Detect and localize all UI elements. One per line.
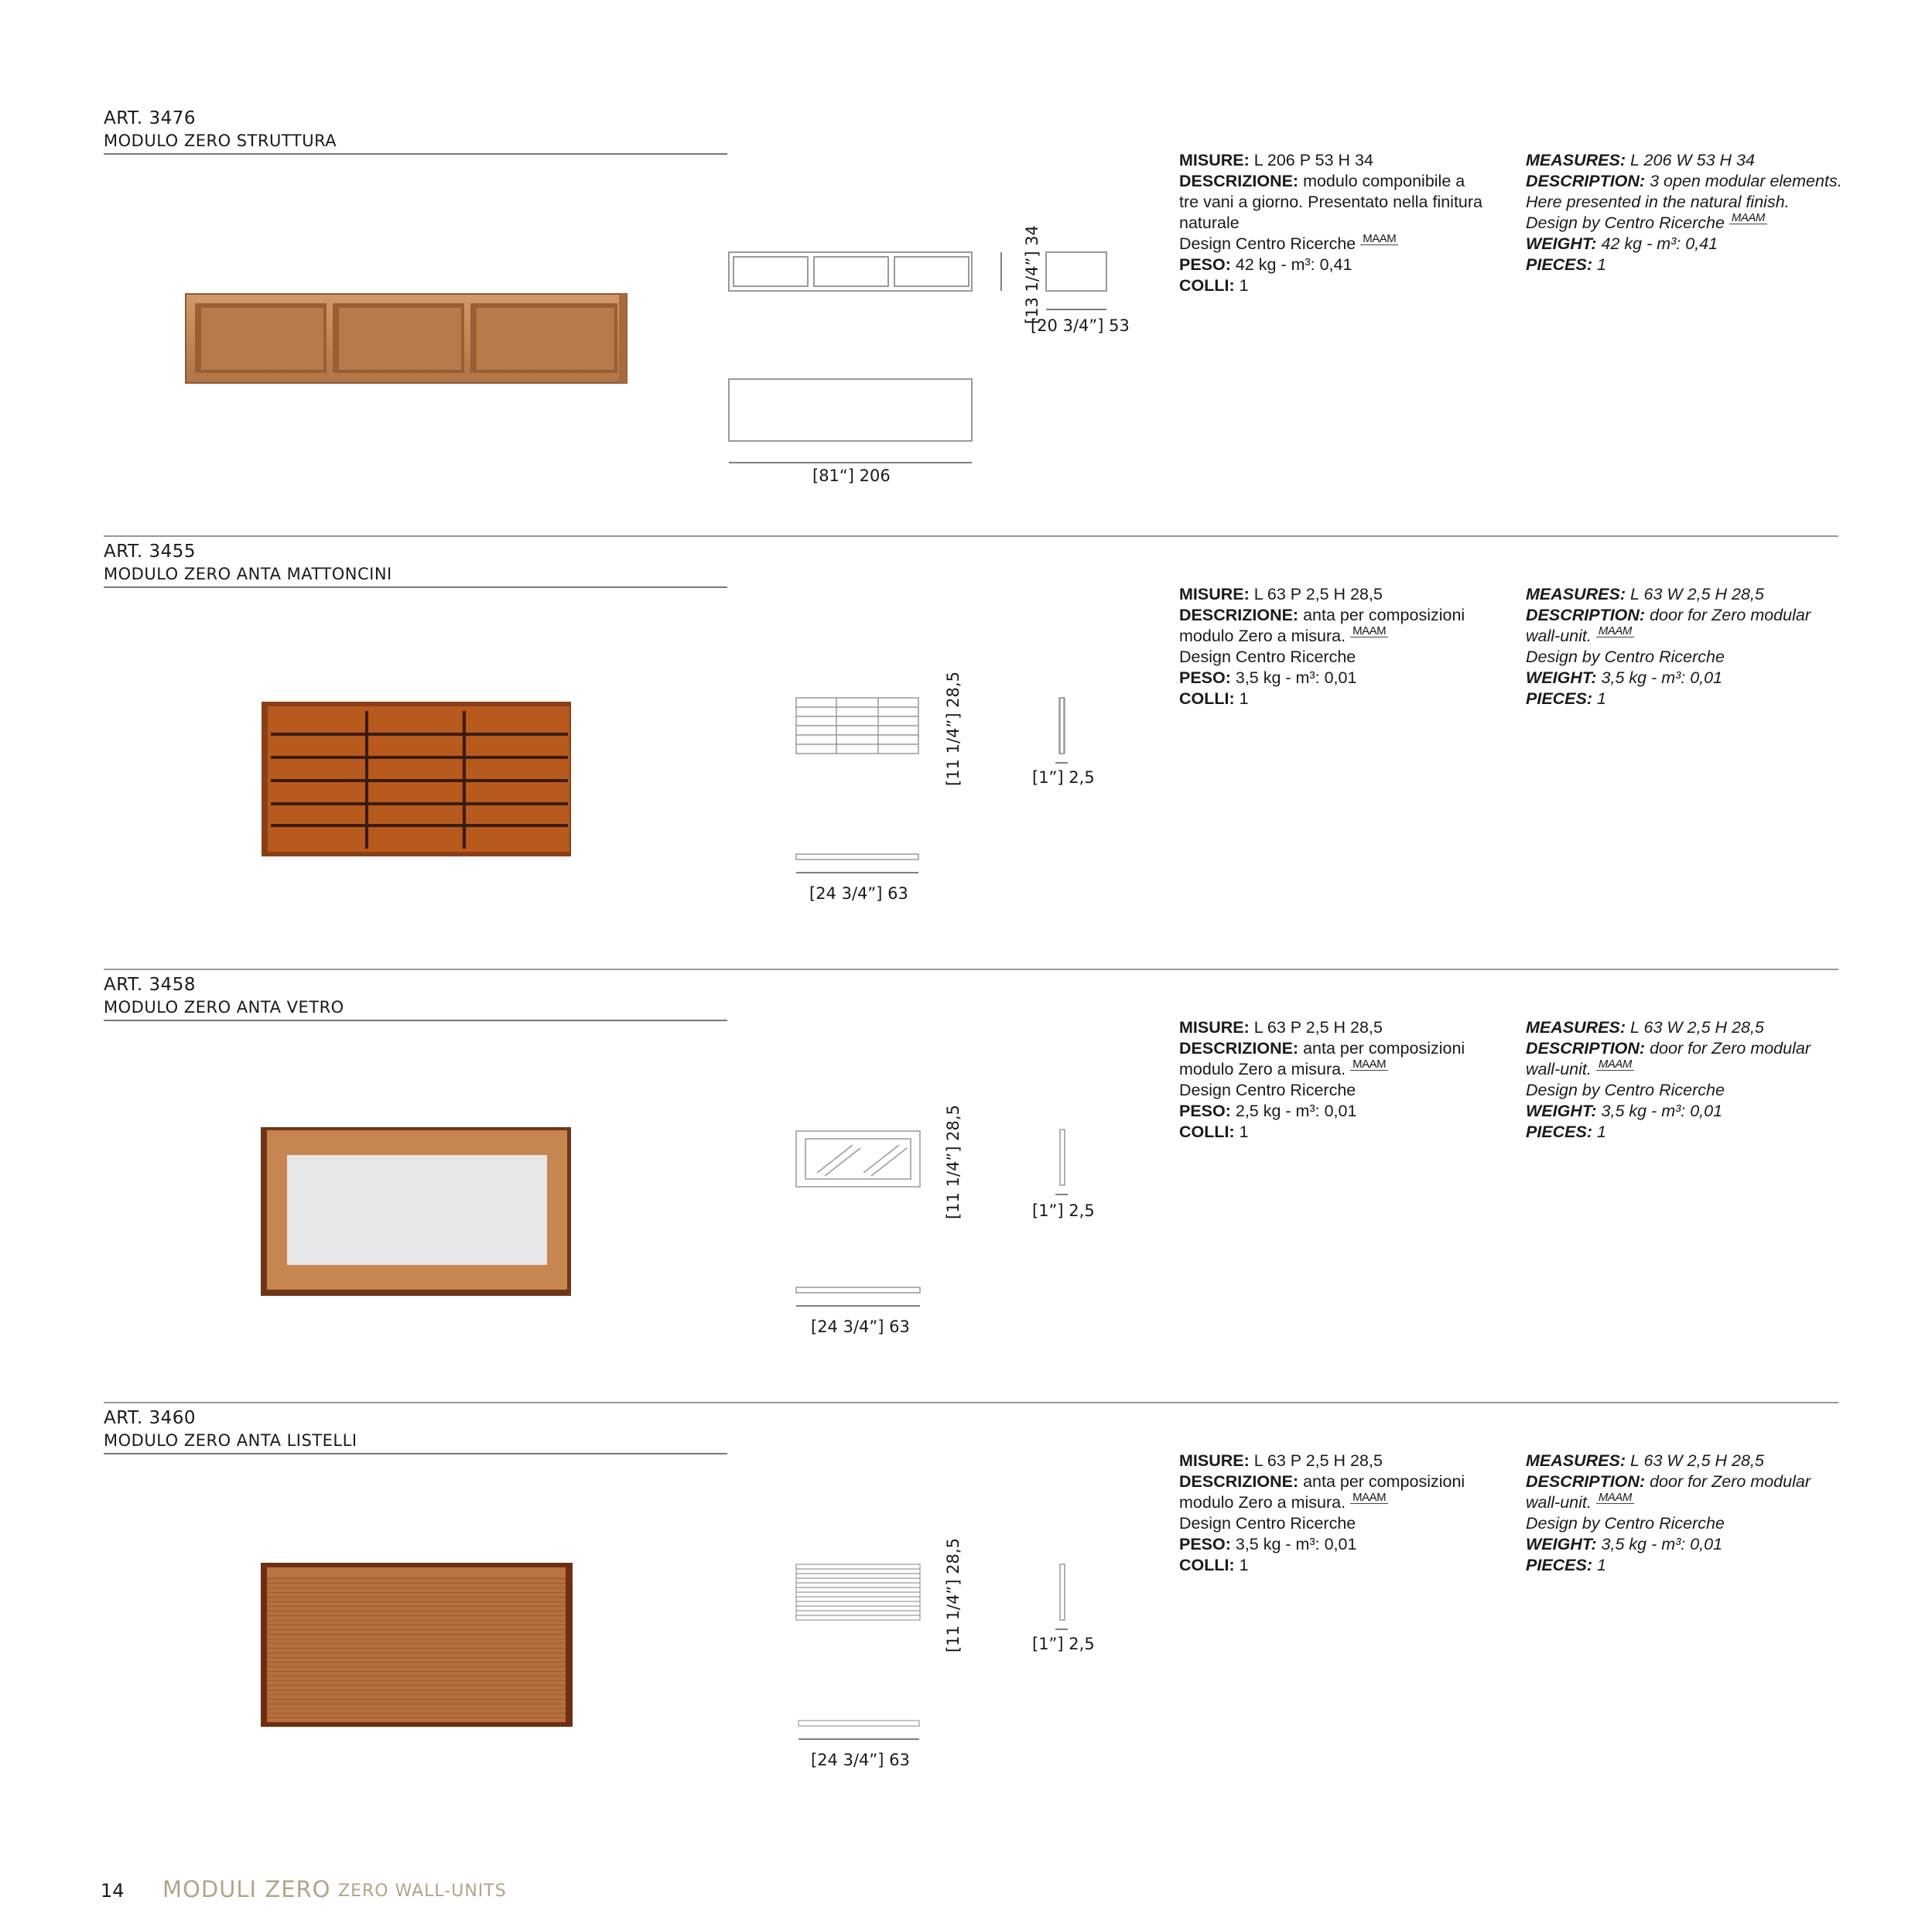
spec-line	[1526, 1017, 1811, 1038]
spec-label: DESCRIZIONE:	[1179, 172, 1299, 190]
spec-value: modulo Zero a misura.	[1179, 1493, 1346, 1512]
product-image-brick-door	[260, 700, 573, 859]
spec-line	[1526, 1101, 1811, 1122]
spec-value: L 206 W 53 H 34	[1626, 151, 1755, 169]
spec-value: 1	[1592, 689, 1606, 708]
product-image-slat-door	[259, 1561, 574, 1728]
spec-english	[1526, 150, 1842, 275]
spec-value: naturale	[1179, 214, 1240, 232]
maam-logo: MAAM	[1729, 213, 1767, 224]
spec-label: DESCRIPTION:	[1526, 606, 1646, 624]
spec-value: Design by Centro Ricerche	[1526, 648, 1725, 666]
spec-value: Design by Centro Ricerche	[1526, 1081, 1725, 1099]
spec-value: modulo Zero a misura.	[1179, 627, 1346, 645]
spec-value: 1	[1592, 255, 1606, 274]
maam-logo: MAAM	[1596, 626, 1634, 637]
spec-value: door for Zero modular	[1645, 1472, 1811, 1491]
side-profile-drawing	[1054, 698, 1069, 771]
spec-line	[1179, 689, 1465, 709]
spec-value: modulo Zero a misura.	[1179, 1060, 1346, 1078]
spec-italian	[1179, 1017, 1465, 1143]
spec-line	[1179, 1059, 1465, 1080]
spec-line	[1179, 213, 1482, 234]
spec-line	[1179, 1017, 1465, 1038]
maam-logo: MAAM	[1350, 1492, 1388, 1504]
spec-line	[1526, 626, 1811, 647]
spec-value: Design Centro Ricerche	[1179, 1081, 1356, 1099]
dimension-width: [24 3/4”] 63	[811, 1751, 910, 1769]
spec-line	[1179, 1492, 1465, 1513]
spec-value: L 63 W 2,5 H 28,5	[1626, 585, 1764, 603]
technical-drawing	[727, 232, 1161, 487]
spec-label: MEASURES:	[1526, 151, 1626, 169]
spec-label: DESCRIZIONE:	[1179, 606, 1299, 624]
dimension-width: [24 3/4”] 63	[809, 884, 908, 903]
side-profile-drawing	[1054, 1130, 1069, 1203]
spec-value: 2,5 kg - m³: 0,01	[1230, 1102, 1357, 1120]
dimension-depth: [20 3/4”] 53	[1031, 316, 1130, 335]
dimension-height: [13 1/4”] 34	[1023, 225, 1041, 324]
spec-value: L 63 P 2,5 H 28,5	[1249, 585, 1383, 603]
spec-line	[1526, 213, 1842, 234]
spec-value: Design by Centro Ricerche	[1526, 1514, 1725, 1533]
page-number: 14	[101, 1880, 125, 1902]
spec-value: 42 kg - m³: 0,41	[1596, 234, 1718, 253]
spec-line	[1526, 584, 1811, 605]
spec-value: 1	[1592, 1556, 1606, 1574]
spec-line	[1179, 605, 1465, 626]
spec-label: COLLI:	[1179, 276, 1235, 295]
spec-label: PIECES:	[1526, 1556, 1593, 1574]
product-image-open-shelf	[178, 286, 634, 395]
spec-label: WEIGHT:	[1526, 234, 1597, 253]
spec-label: COLLI:	[1179, 1123, 1235, 1141]
spec-value: 3,5 kg - m³: 0,01	[1230, 668, 1357, 687]
maam-logo: MAAM	[1350, 1059, 1388, 1071]
spec-line	[1179, 1513, 1465, 1534]
spec-line	[1526, 689, 1811, 709]
spec-value: 42 kg - m³: 0,41	[1230, 255, 1352, 274]
spec-value: modulo componibile a	[1298, 172, 1465, 190]
dimension-depth: [1”] 2,5	[1032, 1635, 1095, 1653]
spec-label: MISURE:	[1179, 1018, 1250, 1037]
spec-label: COLLI:	[1179, 689, 1235, 708]
spec-line	[1179, 1534, 1465, 1555]
spec-value: L 63 P 2,5 H 28,5	[1249, 1018, 1383, 1037]
spec-line	[1526, 1471, 1811, 1492]
spec-english	[1526, 584, 1811, 709]
dimension-height: [11 1/4”] 28,5	[944, 1538, 963, 1652]
spec-line	[1179, 1451, 1465, 1471]
spec-line	[1179, 626, 1465, 647]
spec-label: PESO:	[1179, 255, 1231, 274]
spec-value: 3,5 kg - m³: 0,01	[1596, 1535, 1723, 1553]
spec-label: MEASURES:	[1526, 585, 1626, 603]
spec-line	[1179, 150, 1482, 171]
spec-line	[1526, 1492, 1811, 1513]
spec-line	[1526, 605, 1811, 626]
spec-value: Design Centro Ricerche	[1179, 1514, 1356, 1533]
spec-label: DESCRIZIONE:	[1179, 1472, 1299, 1491]
spec-line	[1526, 1122, 1811, 1143]
spec-value: Design Centro Ricerche	[1179, 234, 1356, 253]
title-divider	[104, 586, 727, 588]
spec-italian	[1179, 584, 1465, 709]
spec-line	[1526, 234, 1842, 255]
spec-line	[1526, 1080, 1811, 1101]
spec-line	[1179, 1101, 1465, 1122]
spec-label: PESO:	[1179, 668, 1231, 687]
spec-label: DESCRIPTION:	[1526, 1039, 1646, 1058]
spec-line	[1526, 1513, 1811, 1534]
spec-line	[1526, 192, 1842, 213]
section-divider	[104, 1402, 1838, 1403]
article-code: ART. 3476	[104, 108, 197, 128]
spec-value: door for Zero modular	[1645, 606, 1811, 624]
maam-logo: MAAM	[1596, 1059, 1634, 1071]
footer-subtitle: ZERO WALL-UNITS	[338, 1881, 507, 1901]
spec-value: 1	[1234, 689, 1249, 708]
spec-line	[1179, 171, 1482, 192]
article-name: MODULO ZERO STRUTTURA	[104, 132, 337, 150]
dimension-height: [11 1/4”] 28,5	[944, 672, 963, 786]
spec-line	[1179, 1555, 1465, 1576]
spec-label: PIECES:	[1526, 689, 1593, 708]
maam-logo: MAAM	[1360, 234, 1398, 245]
dimension-depth: [1”] 2,5	[1032, 1201, 1095, 1220]
spec-value: wall-unit.	[1526, 1493, 1592, 1512]
spec-value: Here presented in the natural finish.	[1526, 193, 1790, 211]
spec-value: anta per composizioni	[1298, 606, 1465, 624]
spec-line	[1179, 192, 1482, 213]
article-code: ART. 3455	[104, 542, 197, 562]
spec-line	[1179, 255, 1482, 275]
spec-label: MISURE:	[1179, 585, 1250, 603]
product-image-glass-door	[259, 1126, 573, 1297]
footer-title: MODULI ZERO	[162, 1876, 331, 1902]
spec-value: 1	[1592, 1123, 1606, 1141]
spec-value: L 206 P 53 H 34	[1249, 151, 1373, 169]
spec-label: MISURE:	[1179, 151, 1250, 169]
spec-value: 1	[1234, 276, 1249, 295]
spec-line	[1179, 234, 1482, 255]
spec-value: door for Zero modular	[1645, 1039, 1811, 1058]
spec-line	[1179, 1038, 1465, 1059]
spec-label: MEASURES:	[1526, 1018, 1626, 1037]
spec-line	[1526, 150, 1842, 171]
spec-value: L 63 W 2,5 H 28,5	[1626, 1451, 1764, 1470]
spec-line	[1179, 668, 1465, 689]
spec-line	[1526, 1038, 1811, 1059]
spec-value: anta per composizioni	[1298, 1039, 1465, 1058]
spec-label: PIECES:	[1526, 1123, 1593, 1141]
title-divider	[104, 1453, 727, 1454]
spec-label: WEIGHT:	[1526, 1102, 1597, 1120]
spec-value: 3,5 kg - m³: 0,01	[1596, 668, 1723, 687]
article-name: MODULO ZERO ANTA MATTONCINI	[104, 565, 392, 583]
spec-value: L 63 W 2,5 H 28,5	[1626, 1018, 1764, 1037]
spec-value: 3,5 kg - m³: 0,01	[1230, 1535, 1357, 1553]
spec-line	[1179, 647, 1465, 668]
maam-logo: MAAM	[1350, 626, 1388, 637]
spec-italian	[1179, 150, 1482, 296]
dimension-width: [24 3/4”] 63	[811, 1318, 910, 1336]
technical-drawing	[789, 1555, 1021, 1756]
article-code: ART. 3458	[104, 975, 197, 995]
section-divider	[104, 969, 1838, 970]
spec-label: MEASURES:	[1526, 1451, 1626, 1470]
spec-line	[1526, 668, 1811, 689]
side-profile-drawing	[1054, 1564, 1069, 1638]
spec-line	[1526, 1451, 1811, 1471]
spec-line	[1526, 255, 1842, 275]
title-divider	[104, 1020, 727, 1021]
spec-label: PESO:	[1179, 1535, 1231, 1553]
spec-label: PESO:	[1179, 1102, 1231, 1120]
spec-line	[1526, 647, 1811, 668]
spec-line	[1179, 1471, 1465, 1492]
maam-logo: MAAM	[1596, 1492, 1634, 1504]
spec-value: tre vani a giorno. Presentato nella finitura	[1179, 193, 1483, 211]
article-code: ART. 3460	[104, 1408, 197, 1428]
spec-english	[1526, 1017, 1811, 1143]
spec-english	[1526, 1451, 1811, 1576]
spec-value: Design by Centro Ricerche	[1526, 214, 1725, 232]
spec-value: L 63 P 2,5 H 28,5	[1249, 1451, 1383, 1470]
spec-value: 3,5 kg - m³: 0,01	[1596, 1102, 1723, 1120]
spec-label: WEIGHT:	[1526, 668, 1597, 687]
spec-line	[1526, 1534, 1811, 1555]
spec-label: WEIGHT:	[1526, 1535, 1597, 1553]
spec-value: Design Centro Ricerche	[1179, 648, 1356, 666]
spec-line	[1179, 275, 1482, 296]
dimension-height: [11 1/4”] 28,5	[944, 1105, 963, 1219]
technical-drawing	[789, 689, 1021, 890]
spec-line	[1526, 1059, 1811, 1080]
spec-line	[1179, 1122, 1465, 1143]
spec-label: DESCRIZIONE:	[1179, 1039, 1299, 1058]
spec-line	[1179, 1080, 1465, 1101]
spec-line	[1526, 171, 1842, 192]
spec-label: PIECES:	[1526, 255, 1593, 274]
spec-label: MISURE:	[1179, 1451, 1250, 1470]
article-name: MODULO ZERO ANTA LISTELLI	[104, 1431, 357, 1450]
spec-value: wall-unit.	[1526, 627, 1592, 645]
technical-drawing	[789, 1122, 1021, 1323]
spec-line	[1179, 584, 1465, 605]
spec-value: 3 open modular elements.	[1645, 172, 1842, 190]
section-divider	[104, 535, 1838, 537]
spec-value: anta per composizioni	[1298, 1472, 1465, 1491]
dimension-width: [81“] 206	[812, 467, 891, 485]
title-divider	[104, 153, 727, 155]
spec-line	[1526, 1555, 1811, 1576]
spec-value: 1	[1234, 1556, 1249, 1574]
article-name: MODULO ZERO ANTA VETRO	[104, 998, 344, 1017]
spec-label: COLLI:	[1179, 1556, 1235, 1574]
spec-value: wall-unit.	[1526, 1060, 1592, 1078]
spec-value: 1	[1234, 1123, 1249, 1141]
spec-label: DESCRIPTION:	[1526, 172, 1646, 190]
spec-label: DESCRIPTION:	[1526, 1472, 1646, 1491]
spec-italian	[1179, 1451, 1465, 1576]
dimension-depth: [1”] 2,5	[1032, 768, 1095, 787]
